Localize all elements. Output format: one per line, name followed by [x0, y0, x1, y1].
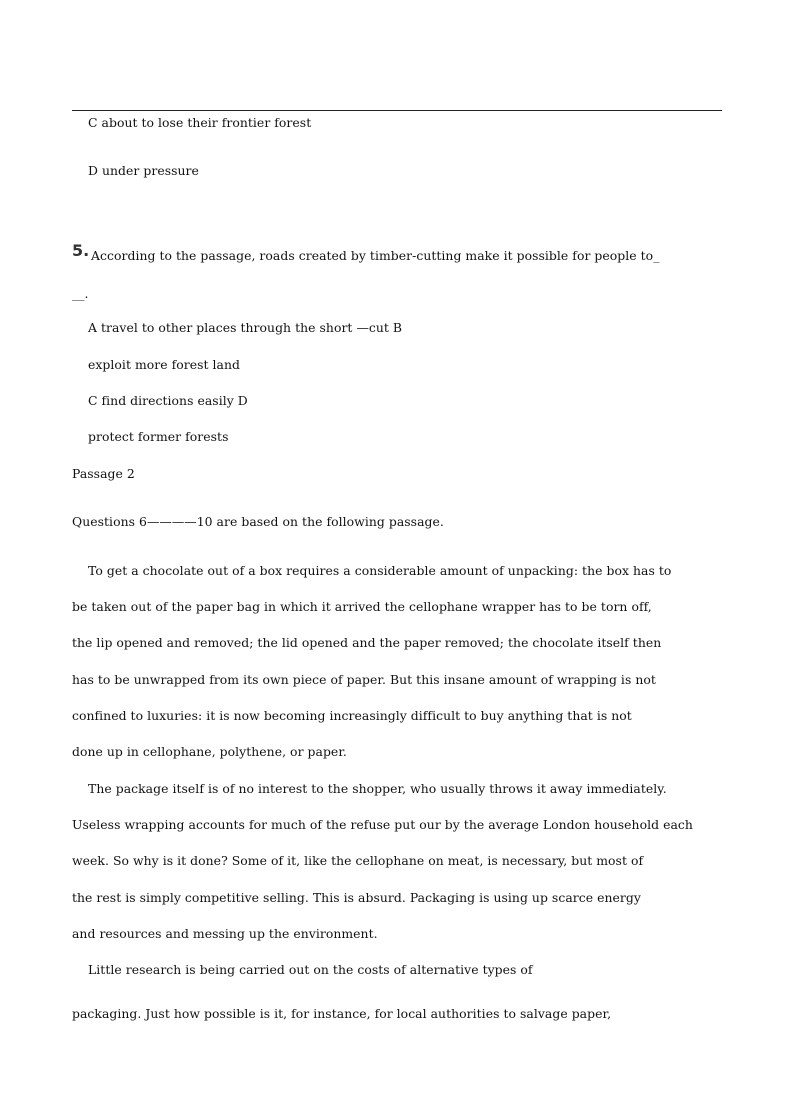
- q5-option-d: protect former forests: [88, 429, 229, 444]
- passage-instructions: Questions 6————10 are based on the following passage.: [72, 514, 444, 529]
- para2-line: The package itself is of no interest to the shopper, who usually throws it away immediately.: [88, 781, 667, 796]
- para1-line: has to be unwrapped from its own piece of paper. But this insane amount of wrapping is not: [72, 672, 656, 687]
- q5-option-b: exploit more forest land: [88, 357, 240, 372]
- para3-line: Little research is being carried out on the costs of alternative types of: [88, 962, 533, 977]
- header-rule: [72, 110, 722, 111]
- q5-option-c: C find directions easily D: [88, 393, 248, 408]
- para1-line: confined to luxuries: it is now becoming increasingly difficult to buy anything that is not: [72, 708, 632, 723]
- q5-option-a: A travel to other places through the short —cut B: [88, 320, 403, 335]
- para1-line: done up in cellophane, polythene, or paper.: [72, 744, 347, 759]
- para2-line: Useless wrapping accounts for much of the refuse put our by the average London household each: [72, 817, 693, 832]
- q4-option-c: C about to lose their frontier forest: [88, 115, 312, 130]
- para2-line: and resources and messing up the environment.: [72, 926, 378, 941]
- q5-stem-continued: __.: [72, 286, 89, 301]
- para3-line: packaging. Just how possible is it, for instance, for local authorities to salvage paper,: [72, 1006, 612, 1021]
- q5-stem: According to the passage, roads created by timber-cutting make it possible for people to_: [91, 248, 660, 263]
- para2-line: the rest is simply competitive selling. This is absurd. Packaging is using up scarce energy: [72, 890, 641, 905]
- para1-line: the lip opened and removed; the lid opened and the paper removed; the chocolate itself then: [72, 635, 662, 650]
- q5-number: 5.: [72, 241, 90, 260]
- passage-title: Passage 2: [72, 466, 135, 481]
- q4-option-d: D under pressure: [88, 163, 199, 178]
- para1-line: To get a chocolate out of a box requires a considerable amount of unpacking: the box has to: [88, 563, 672, 578]
- para2-line: week. So why is it done? Some of it, like the cellophane on meat, is necessary, but most of: [72, 853, 644, 868]
- para1-line: be taken out of the paper bag in which it arrived the cellophane wrapper has to be torn off,: [72, 599, 652, 614]
